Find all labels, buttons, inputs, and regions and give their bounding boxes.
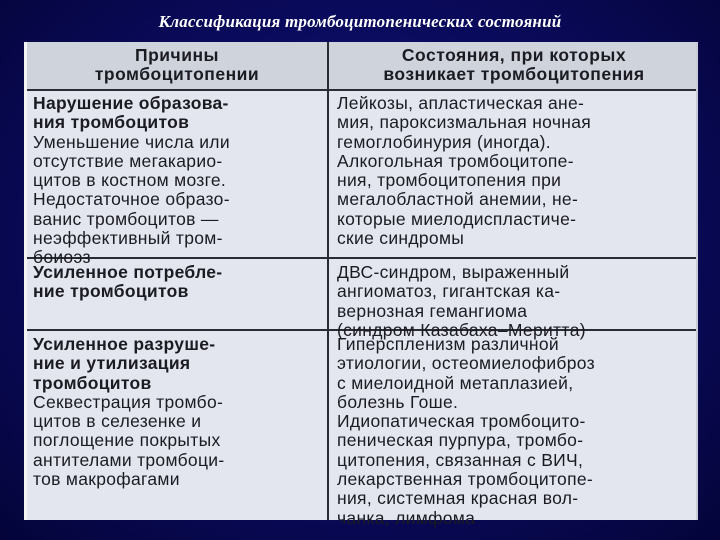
row-divider: [27, 89, 696, 91]
table-row-3-conditions: [337, 335, 595, 528]
cause-heading: тромбоцитов: [33, 372, 152, 393]
table-row-2-conditions: [337, 263, 586, 340]
cause-heading: ние тромбоцитов: [33, 281, 189, 302]
header-conditions-line: Состояния, при которых: [401, 45, 627, 65]
cause-text: ванис тромбоцитов —: [33, 208, 219, 229]
cause-heading: Усиленное потребле-: [33, 262, 223, 282]
condition-text: вернозная гемангиома: [337, 300, 528, 321]
cause-text: Секвестрация тромбо-: [33, 391, 224, 412]
column-divider: [327, 42, 329, 520]
condition-text: этиологии, остеомиелофиброз: [337, 353, 595, 374]
cause-text: антителами тромбоци-: [33, 449, 225, 470]
cause-heading: Усиленное разруше-: [33, 334, 216, 354]
condition-text: Идиопатическая тромбоцито-: [337, 411, 586, 432]
header-causes-line: тромбоцитопении: [94, 64, 260, 84]
condition-text: Лейкозы, апластическая ане-: [337, 93, 585, 113]
condition-text: цитопения, связанная с ВИЧ,: [337, 449, 584, 470]
header-conditions-line: возникает тромбоцитопения: [383, 64, 645, 84]
condition-text: Алкогольная тромбоцитопе-: [337, 150, 574, 171]
cause-heading: ние и утилизация: [33, 353, 191, 374]
condition-text: с миелоидной метаплазией,: [337, 372, 574, 393]
condition-text: Гиперспленизм различной: [337, 334, 560, 354]
condition-text: ангиоматоз, гигантская ка-: [337, 281, 561, 302]
cause-text: поглощение покрытых: [33, 430, 221, 451]
table-row-3-cause: [33, 335, 224, 489]
condition-text: мия, пароксизмальная ночная: [337, 112, 592, 133]
condition-text: которые миелодиспластиче-: [337, 208, 577, 229]
classification-table: [24, 42, 698, 528]
table-row-2-cause: [33, 263, 222, 302]
header-conditions: [329, 46, 699, 84]
table-row-1-conditions: [337, 94, 591, 248]
condition-text: ния, системная красная вол-: [337, 488, 579, 509]
header-causes-line: Причины: [135, 45, 219, 65]
condition-text: ДВС-синдром, выраженный: [337, 262, 570, 282]
cause-text: боиоэз: [33, 247, 91, 268]
condition-text: лекарственная тромбоцитопе-: [337, 469, 594, 490]
cause-text: тов макрофагами: [33, 469, 180, 490]
cause-heading: Нарушение образова-: [33, 93, 229, 113]
cause-text: цитов в селезенке и: [33, 411, 202, 432]
condition-text: мегалобластной анемии, не-: [337, 189, 579, 210]
condition-text: болезнь Гоше.: [337, 391, 459, 412]
cause-heading: ния тромбоцитов: [33, 112, 190, 133]
condition-text: (синдром Казабаха–Мериттa): [337, 319, 586, 340]
condition-text: пеническая пурпура, тромбо-: [337, 430, 584, 451]
cause-text: неэффективный тром-: [33, 228, 223, 249]
condition-text: ские синдромы: [337, 228, 465, 249]
cause-text: отсутствие мегакарио-: [33, 150, 223, 171]
cause-text: цитов в костном мозге.: [33, 170, 227, 191]
cause-text: Уменьшение числа или: [33, 131, 230, 152]
table-row-1-cause: [33, 94, 230, 268]
cause-text: Недостаточное образо-: [33, 189, 230, 210]
condition-text: чанка, лимфома: [337, 507, 476, 528]
condition-text: гемоглобинурия (иногда).: [337, 131, 551, 152]
slide-title: Классификация тромбоцитопенических состояний: [158, 12, 562, 31]
condition-text: ния, тромбоцитопения при: [337, 170, 562, 191]
header-causes: [27, 46, 327, 84]
